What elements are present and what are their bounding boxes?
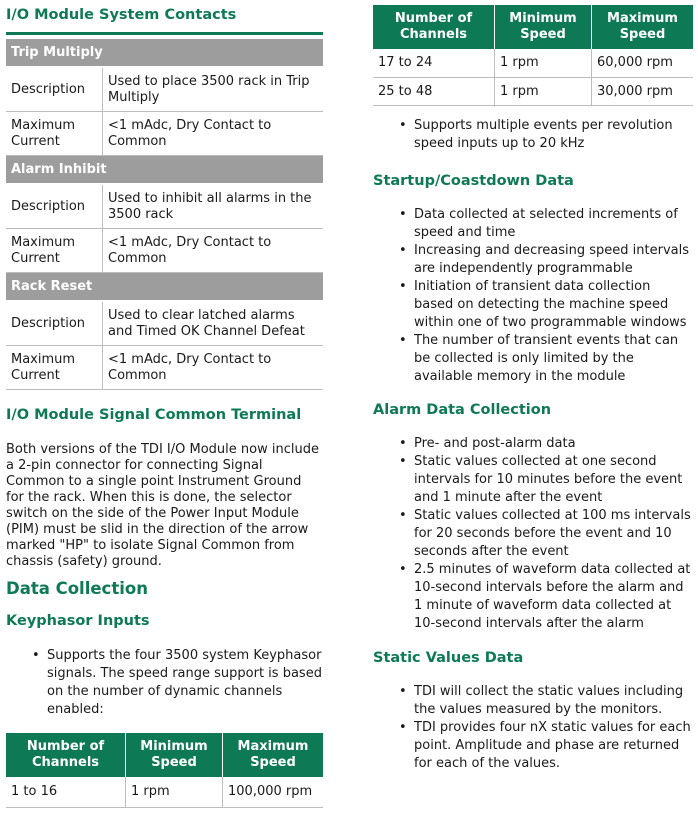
keyphasor-speed-table-left: [6, 733, 323, 808]
row-label: Description: [6, 301, 103, 346]
table-row: [373, 49, 693, 77]
contacts-table: [6, 39, 323, 390]
cell-min-speed: 1 rpm: [495, 77, 592, 105]
rack-reset-header: Rack Reset: [6, 273, 323, 302]
list-item: • The number of transient events that can be collected is only limited by the available memory in the module: [373, 332, 693, 386]
row-label: Description: [6, 67, 103, 112]
list-item: • Pre- and post-alarm data: [373, 435, 693, 453]
cell-max-speed: 60,000 rpm: [592, 49, 694, 77]
row-label: Maximum Current: [6, 112, 103, 156]
alarm-data-title: Alarm Data Collection: [373, 401, 552, 418]
signal-common-title: I/O Module Signal Common Terminal: [6, 407, 302, 423]
list-item: • Static values collected at 100 ms intervals for 20 seconds before the event and 10 seconds after the event: [373, 507, 693, 561]
col-header-channels: Number of Channels: [6, 733, 126, 777]
col-header-max-speed: Maximum Speed: [223, 733, 324, 777]
right-column: [373, 0, 693, 773]
col-header-min-speed: Minimum Speed: [126, 733, 223, 777]
cell-channels: 1 to 16: [6, 777, 126, 807]
alarm-data-list: [373, 435, 693, 633]
keyphasor-title: Keyphasor Inputs: [6, 613, 150, 629]
contacts-title: I/O Module System Contacts: [6, 7, 237, 23]
table-row: [6, 777, 323, 807]
list-item: • TDI will collect the static values including the values measured by the monitors.: [373, 683, 693, 719]
row-value: <1 mAdc, Dry Contact to Common: [103, 346, 324, 390]
cell-max-speed: 100,000 rpm: [223, 777, 324, 807]
list-item: • Data collected at selected increments of speed and time: [373, 206, 693, 242]
row-value: <1 mAdc, Dry Contact to Common: [103, 229, 324, 273]
row-value: Used to place 3500 rack in Trip Multiply: [103, 67, 324, 112]
signal-common-paragraph: Both versions of the TDI I/O Module now include a 2-pin connector for connecting Signal Common to a single point Instrument Ground for the rack. When this is done, the selector switch on the side of the Power Input Module (PIM) must be slid in the direction of the arrow marked "HP" to isolate Signal Common from chassis (safety) ground.: [6, 442, 319, 569]
row-label: Maximum Current: [6, 346, 103, 390]
list-item: • Initiation of transient data collection based on detecting the machine speed within one of two programmable windows: [373, 278, 693, 332]
alarm-inhibit-header: Alarm Inhibit: [6, 156, 323, 185]
row-value: Used to inhibit all alarms in the 3500 rack: [103, 184, 324, 229]
list-item: • Supports multiple events per revolution speed inputs up to 20 kHz: [373, 117, 693, 153]
cell-channels: 25 to 48: [373, 77, 495, 105]
keyphasor-list: [6, 647, 323, 719]
col-header-max-speed: Maximum Speed: [592, 5, 694, 49]
cell-min-speed: 1 rpm: [126, 777, 223, 807]
startup-coastdown-list: [373, 206, 693, 386]
static-values-list: [373, 683, 693, 773]
list-item: • Static values collected at one second intervals for 10 minutes before the event and 1 minute after the event: [373, 453, 693, 507]
table-row: [373, 77, 693, 105]
col-header-min-speed: Minimum Speed: [495, 5, 592, 49]
left-column: [6, 0, 323, 808]
list-item: • 2.5 minutes of waveform data collected at 10-second intervals before the alarm and 1 minute of waveform data collected at 10-second intervals after the alarm: [373, 561, 693, 633]
multi-event-list: [373, 117, 693, 153]
keyphasor-speed-table-right: [373, 5, 693, 106]
row-value: Used to clear latched alarms and Timed OK Channel Defeat: [103, 301, 324, 346]
trip-multiply-header: Trip Multiply: [6, 39, 323, 67]
startup-coastdown-title: Startup/Coastdown Data: [373, 172, 574, 189]
cell-min-speed: 1 rpm: [495, 49, 592, 77]
static-values-title: Static Values Data: [373, 649, 524, 666]
list-item: • Supports the four 3500 system Keyphasor signals. The speed range support is based on the number of dynamic channels enabled:: [6, 647, 323, 719]
cell-max-speed: 30,000 rpm: [592, 77, 694, 105]
col-header-channels: Number of Channels: [373, 5, 495, 49]
row-value: <1 mAdc, Dry Contact to Common: [103, 112, 324, 156]
cell-channels: 17 to 24: [373, 49, 495, 77]
row-label: Description: [6, 184, 103, 229]
list-item: • TDI provides four nX static values for each point. Amplitude and phase are returned for each of the values.: [373, 719, 693, 773]
data-collection-title: Data Collection: [6, 579, 148, 598]
row-label: Maximum Current: [6, 229, 103, 273]
list-item: • Increasing and decreasing speed intervals are independently programmable: [373, 242, 693, 278]
